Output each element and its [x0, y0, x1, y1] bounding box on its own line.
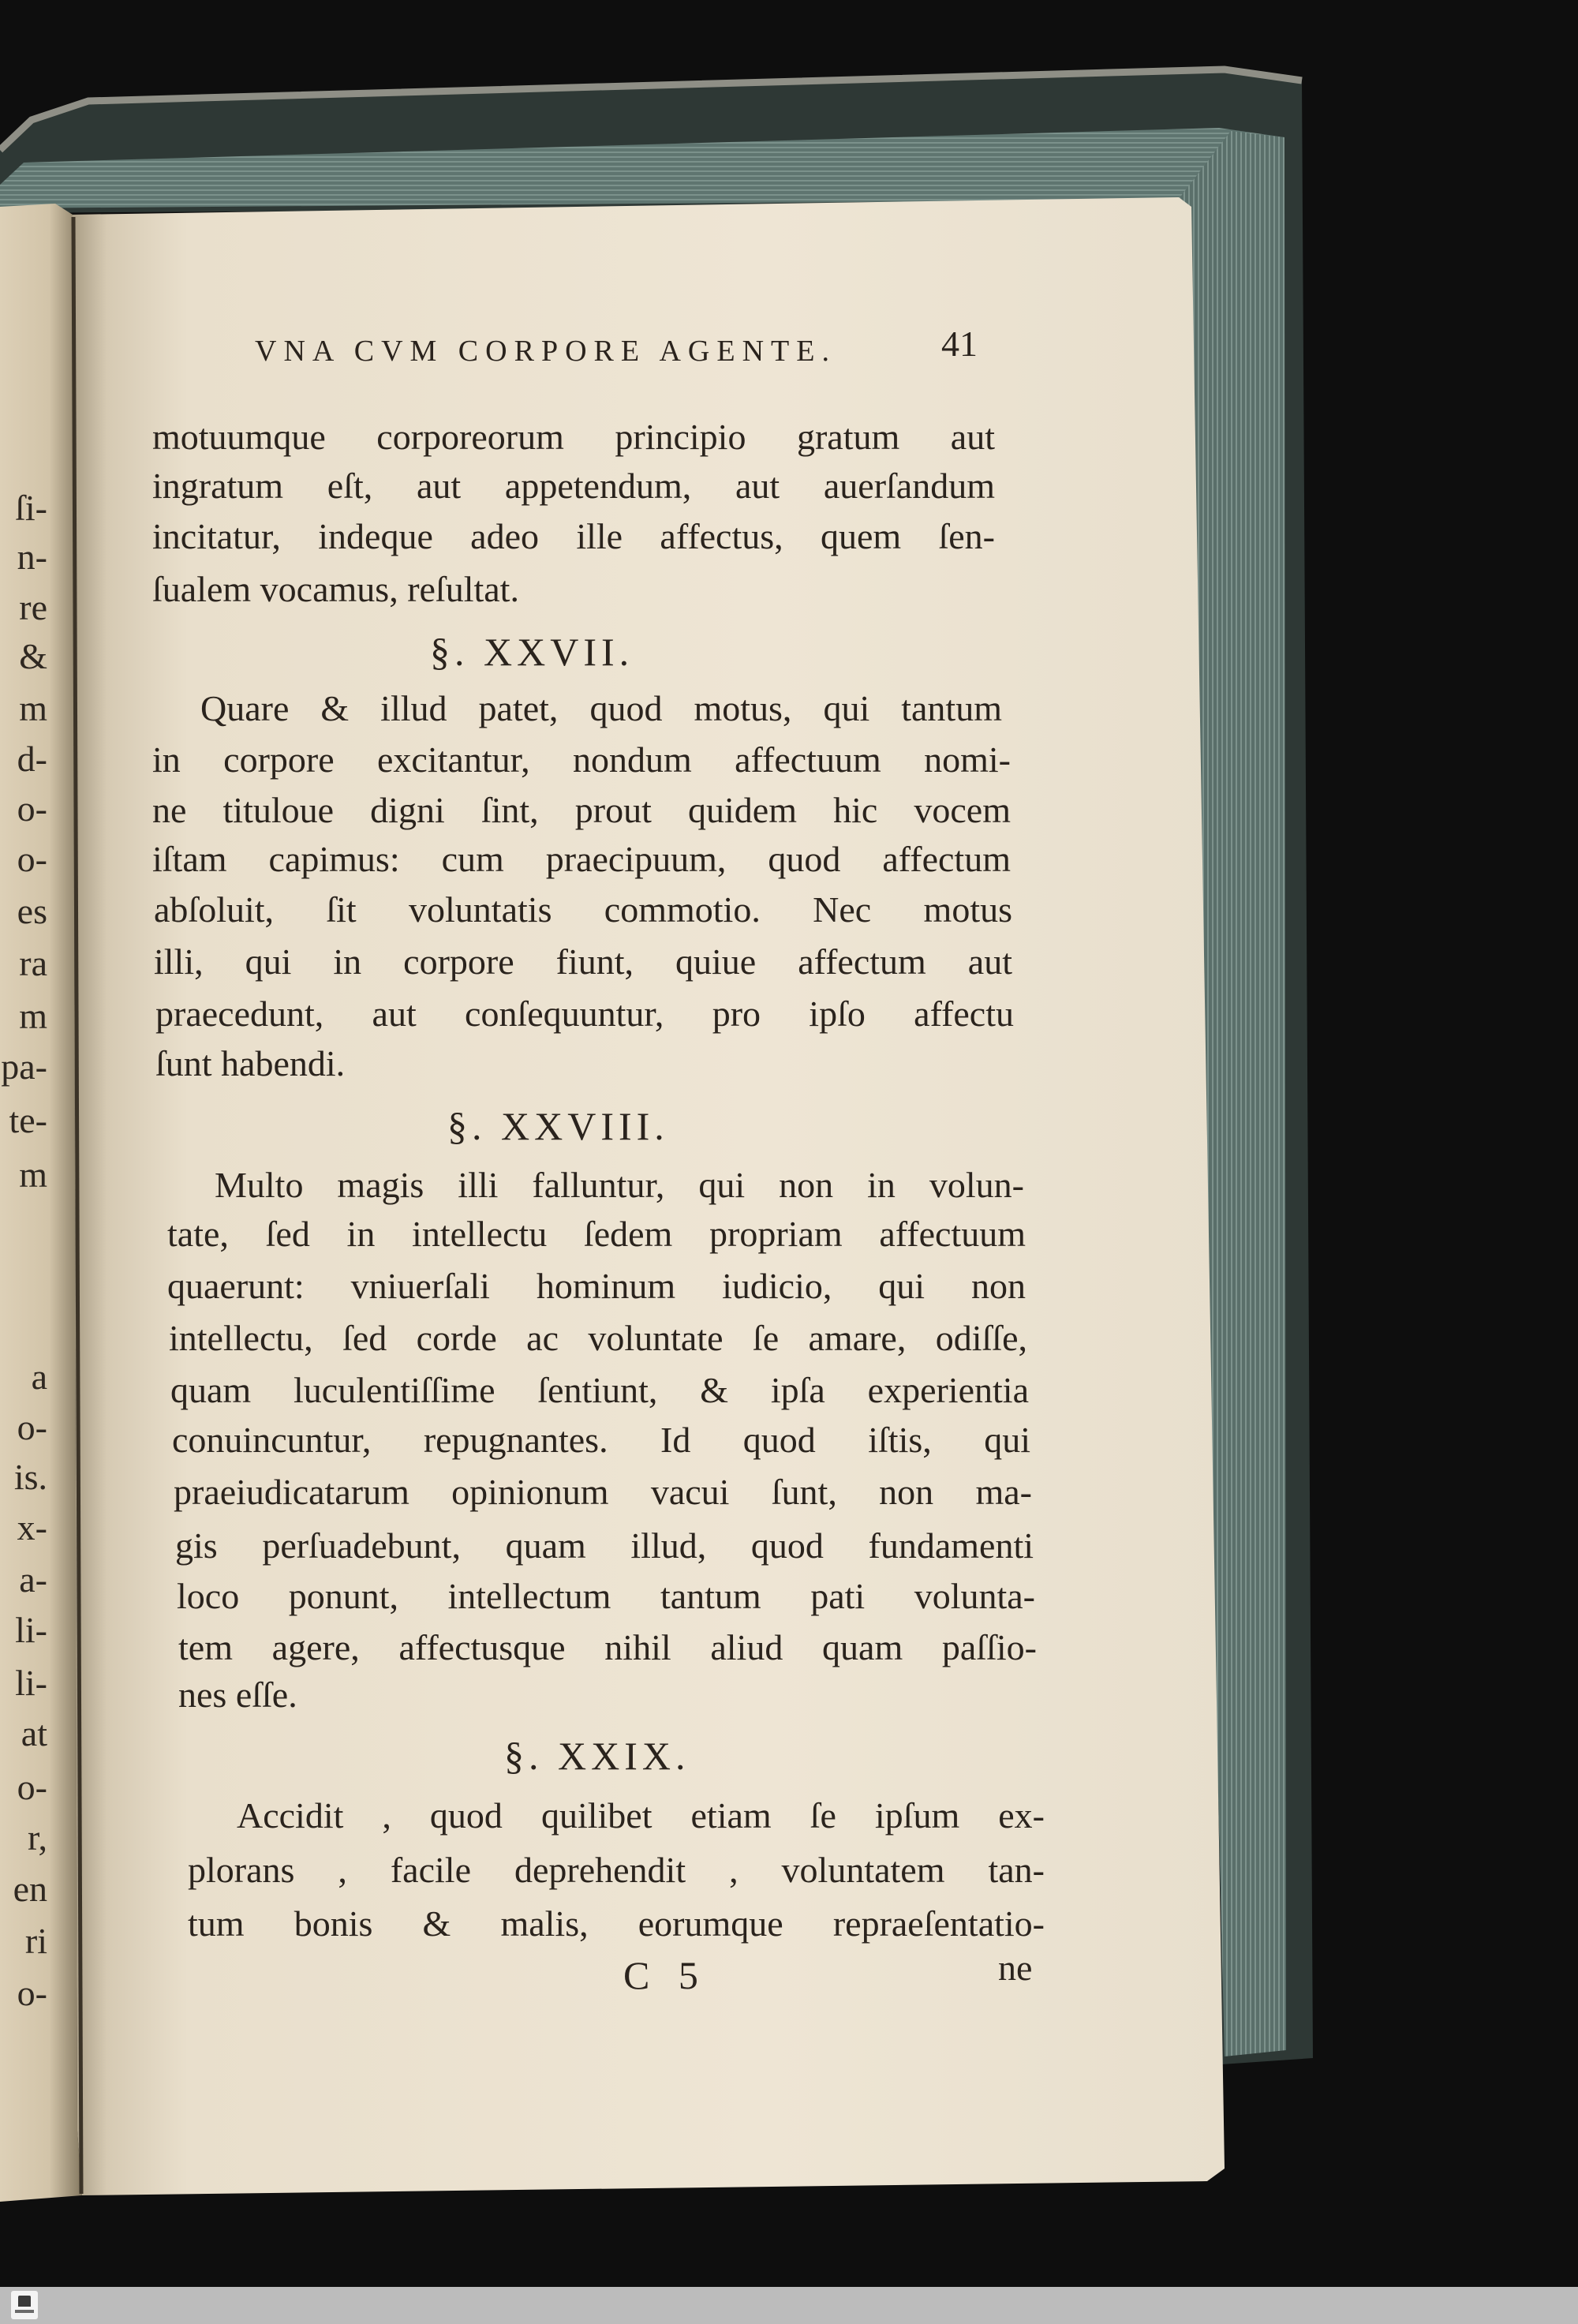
facing-page-fragment: re [19, 587, 47, 627]
body-line: abſoluit, ſit voluntatis commotio. Nec motus [154, 889, 1012, 930]
facing-page-fragment: is. [13, 1457, 47, 1497]
body-line: incitatur, indeque adeo ille affectus, quem ſen- [152, 516, 995, 556]
facing-page-fragment: te- [9, 1100, 47, 1140]
body-line: tum bonis & malis, eorumque repraeſentatio- [188, 1903, 1045, 1944]
body-line: illi, qui in corpore fiunt, quiue affectum aut [154, 941, 1012, 982]
facing-page-fragment: ri [24, 1921, 47, 1961]
facing-page-fragment: & [19, 636, 47, 676]
facing-page-fragment: o- [17, 788, 47, 829]
body-line: Multo magis illi falluntur, qui non in volun- [215, 1165, 1024, 1205]
signature-mark: C 5 [623, 1953, 708, 1997]
facing-page-fragment: r, [28, 1817, 47, 1858]
body-line: Accidit , quod quilibet etiam ſe ipſum ex- [237, 1795, 1045, 1836]
facing-page-fragment: es [17, 891, 47, 931]
facing-page-fragment: pa- [1, 1046, 47, 1087]
facing-page-fragment: x- [17, 1507, 47, 1547]
facing-page-fragment: at [21, 1713, 47, 1753]
facing-page-fragment: o- [17, 839, 47, 879]
section-heading: §. XXVII. [430, 630, 634, 674]
body-line: Quare & illud patet, quod motus, qui tantum [200, 688, 1002, 728]
facing-page-fragment: o- [17, 1973, 47, 2013]
facing-page-fragment: m [19, 688, 47, 728]
viewer-footer-bar [0, 2287, 1578, 2324]
facing-page-fragment: ra [19, 943, 47, 983]
body-line: tate, ſed in intellectu ſedem propriam affectuum [167, 1214, 1026, 1254]
facing-page-fragment: d- [17, 739, 47, 779]
page-number: 41 [941, 324, 978, 364]
section-heading: §. XXVIII. [447, 1104, 669, 1148]
body-line: praecedunt, aut conſequuntur, pro ipſo affectu [155, 994, 1014, 1034]
body-line: ſunt habendi. [155, 1043, 346, 1083]
facing-page-fragment: a- [19, 1559, 47, 1600]
facing-page-fragment: m [19, 996, 47, 1036]
body-line: gis perſuadebunt, quam illud, quod fundamenti [175, 1525, 1034, 1566]
body-line: loco ponunt, intellectum tantum pati volunta- [177, 1576, 1035, 1616]
body-line: tem agere, affectusque nihil aliud quam paſſio- [178, 1627, 1037, 1667]
facing-page-fragment: li- [15, 1610, 47, 1650]
running-head: VNA CVM CORPORE AGENTE. [255, 335, 836, 368]
body-line: in corpore excitantur, nondum affectuum nomi- [152, 739, 1011, 780]
body-line: iſtam capimus: cum praecipuum, quod affectum [152, 839, 1011, 879]
body-line: praeiudicatarum opinionum vacui ſunt, non ma- [174, 1472, 1032, 1512]
body-line: conuincuntur, repugnantes. Id quod iſtis, qui [172, 1420, 1030, 1460]
library-logo-icon [11, 2291, 38, 2319]
facing-page-fragment: ſi- [15, 488, 47, 528]
body-line: ſualem vocamus, reſultat. [152, 569, 519, 609]
facing-page-fragment: li- [15, 1663, 47, 1703]
section-heading: §. XXIX. [504, 1734, 690, 1778]
facing-page-fragment: m [19, 1155, 47, 1195]
body-line: quam luculentiſſime ſentiunt, & ipſa experientia [170, 1370, 1029, 1410]
body-line: nes eſſe. [178, 1675, 297, 1715]
body-line: ingratum eſt, aut appetendum, aut auerſandum [152, 466, 995, 506]
facing-page-fragment: en [13, 1869, 47, 1909]
body-line: motuumque corporeorum principio gratum aut [152, 417, 995, 457]
catchword: ne [998, 1948, 1033, 1988]
facing-page-fragment: o- [17, 1767, 47, 1807]
facing-page-fragment: a [31, 1357, 47, 1397]
body-line: ne tituloue digni ſint, prout quidem hic vocem [152, 790, 1011, 830]
body-line: plorans , facile deprehendit , voluntatem tan- [188, 1850, 1045, 1890]
body-line: quaerunt: vniuerſali hominum iudicio, qui non [167, 1266, 1026, 1306]
body-line: intellectu, ſed corde ac voluntate ſe amare, odiſſe, [169, 1318, 1027, 1358]
facing-page-fragment: n- [17, 537, 47, 577]
facing-page-fragment: o- [17, 1407, 47, 1447]
